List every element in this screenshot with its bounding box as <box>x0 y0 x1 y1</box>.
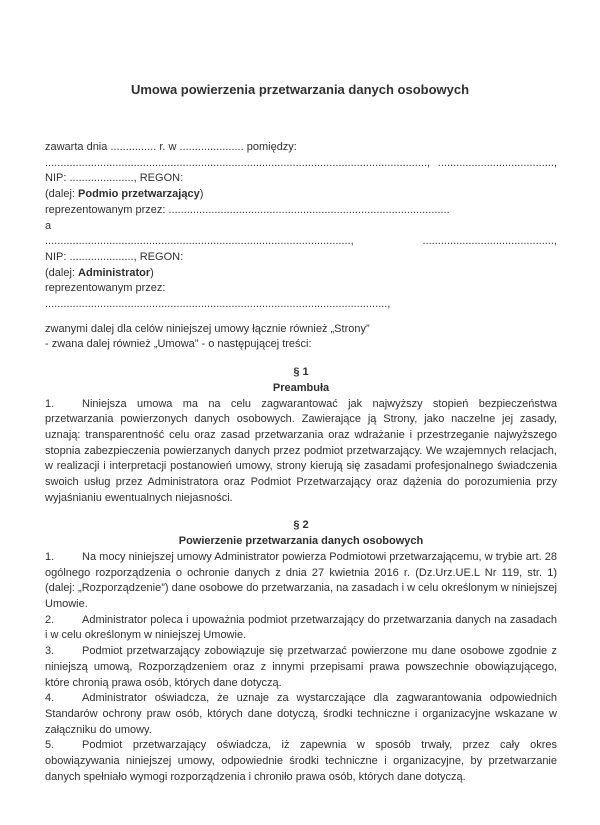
closing-block <box>45 322 557 353</box>
paragraph-text: Na mocy niniejszej umowy Administrator powierza Podmiotowi przetwarzającemu, w trybie art. 28 ogólnego rozporządzenia o ochronie danych z dnia 27 kwietnia 2016 r. (Dz.Urz.UE.L Nr 119, str. 1) (dalej: „Rozporządzenie”) dane osobowe do przetwarzania, na zasadach i w celu określonym w niniejszej Umowie. <box>45 550 557 610</box>
intro-opening-line: zawarta dnia ............... r. w ..................... pomiędzy: <box>45 141 297 153</box>
section1-heading: Preambuła <box>272 381 330 394</box>
party1-nip-line: NIP: ....................., REGON: <box>45 172 184 185</box>
party1-dalej-prefix: (dalej: <box>45 188 79 201</box>
party2-name-blank-right: ..........................................., <box>422 235 557 248</box>
document-content <box>45 140 557 785</box>
section1-number: § 1 <box>293 366 309 379</box>
closing-line-1: zwanymi dalej dla celów niniejszej umowy łącznie również „Strony” <box>45 322 370 335</box>
paragraph-text: Podmiot przetwarzający zobowiązuje się przetwarzać powierzone mu dane osobowe zgodnie z niniejszą umową, Rozporządzeniem oraz z innymi przepisami prawa powszechnie obowiązującego, które chronią prawa osób, których dane dotyczą. <box>45 645 557 689</box>
paragraph-text: Administrator poleca i upoważnia podmiot przetwarzający do przetwarzania danych na zasadach i w celu określonym w niniejszej Umowie. <box>45 613 557 642</box>
party1-short-name: Podmio przetwarzający <box>78 188 200 201</box>
closing-line-2: - zwana dalej również „Umowa” - o następującej treści: <box>45 338 312 351</box>
section2-number: § 2 <box>293 519 309 532</box>
paragraph-text: Podmiot przetwarzający oświadcza, iż zapewnia w sposób trwały, przez cały okres obowiązywania niniejszej umowy, odpowiednie środki techniczne i organizacyjne, by przetwarzanie danych spełniało wymogi rozporządzenia i chroniło prawa osób, których dane dotyczą. <box>45 739 557 783</box>
party2-dalej-prefix: (dalej: <box>45 266 79 279</box>
paragraph-text: Niniejsza umowa ma na celu zagwarantować jak najwyższy stopień bezpieczeństwa przetwarzania powierzonych danych osobowych. Zawierające ją Strony, jako naczelne jej zasady, uznają: transparentność celu oraz zasad przetwarzania oraz wdrażanie i przestrzeganie najwyższego stopnia zabezpieczenia powierzanych danych przez podmiot przetwarzający. We wzajemnych relacjach, w realizacji i interpretacji postanowień umowy, strony kierują się zasadami profesjonalnego świadczenia swoich usług przez Administratora oraz Podmiot Przetwarzający oraz dążenia do porozumienia przy wyjaśnianiu ewentualnych niejasności. <box>45 397 557 504</box>
paragraph-number: 2. <box>45 613 55 626</box>
section2-paragraph-2 <box>45 613 557 644</box>
party2-name-blank: ...................................................................................................., <box>45 235 354 248</box>
section2-heading: Powierzenie przetwarzania danych osobowych <box>178 535 424 548</box>
party2-nip-line: NIP: ....................., REGON: <box>45 250 184 263</box>
section2-paragraph-4 <box>45 691 557 738</box>
paragraph-number: 1. <box>45 550 55 563</box>
intro-block <box>45 140 557 313</box>
party1-representative-blank: ............................................................................................ <box>168 203 450 216</box>
party2-representative-label-line: reprezentowanym przez: <box>45 282 166 295</box>
document-title: Umowa powierzenia przetwarzania danych osobowych <box>130 82 470 97</box>
paragraph-number: 3. <box>45 645 55 658</box>
party2-representative-blank-line: ................................................................................................................, <box>45 298 391 311</box>
party1-dalej-suffix: ) <box>199 188 204 201</box>
section2-paragraph-3 <box>45 644 557 691</box>
section2-paragraph-1 <box>45 550 557 613</box>
party1-dalej-line <box>45 187 557 203</box>
section2-header <box>45 518 557 549</box>
party2-dalej-suffix: ) <box>150 266 154 279</box>
section1-paragraph-1 <box>45 397 557 507</box>
party1-name-line <box>45 156 557 172</box>
party2-dalej-line <box>45 266 557 282</box>
conjunction-line: a <box>45 219 52 232</box>
paragraph-number: 4. <box>45 692 55 705</box>
paragraph-text: Administrator oświadcza, że uznaje za wystarczające dla zagwarantowania odpowiednich Standarów ochrony praw osób, których dane dotyczą, środki techniczne i organizacyjne wskazane w załączniku do umowy. <box>45 692 557 736</box>
party1-representative-label: reprezentowanym przez: <box>45 203 169 216</box>
section2-paragraph-5 <box>45 738 557 785</box>
party2-short-name: Administrator <box>78 266 151 279</box>
paragraph-number: 1. <box>45 397 55 410</box>
party2-name-line <box>45 234 557 250</box>
party1-name-blank: ............................................................................................................................., <box>45 156 431 169</box>
party1-representative-line <box>45 203 557 219</box>
section1-header <box>45 365 557 396</box>
party1-name-blank-right: ......................................, <box>437 156 557 169</box>
paragraph-number: 5. <box>45 739 55 752</box>
